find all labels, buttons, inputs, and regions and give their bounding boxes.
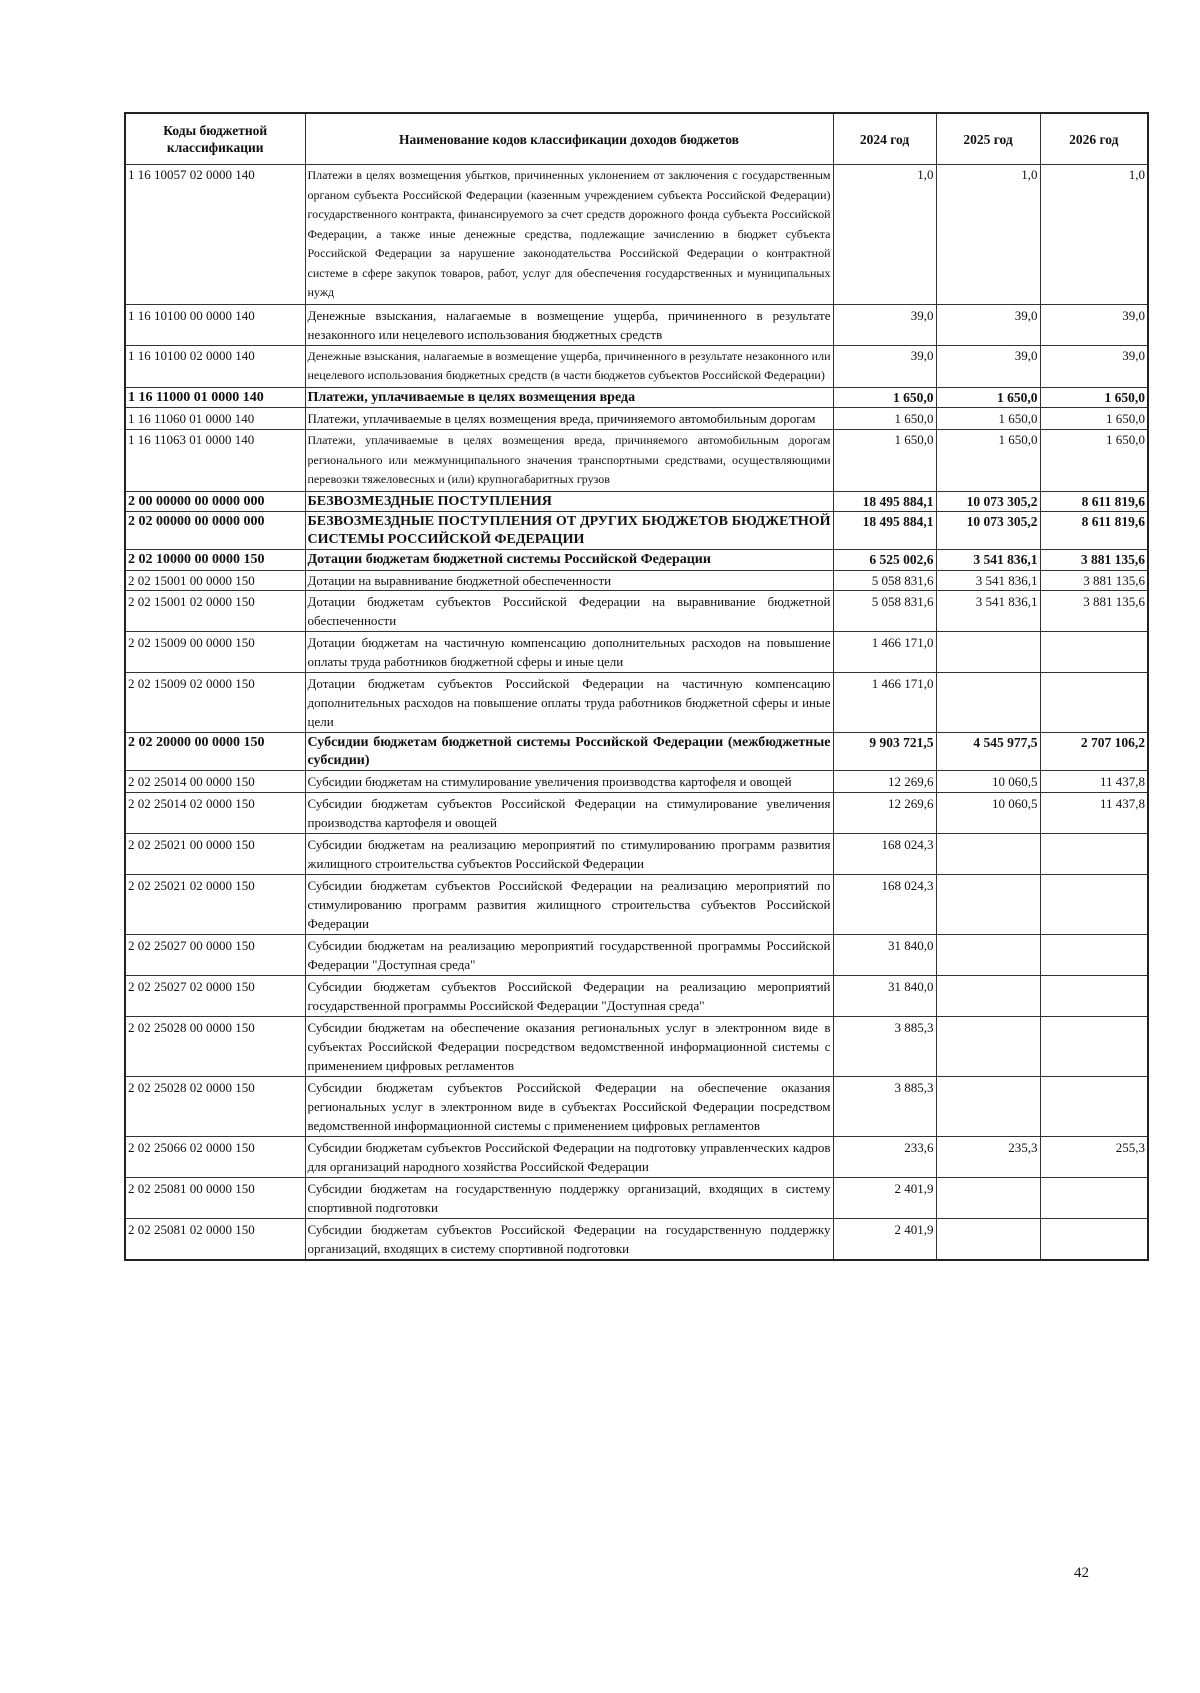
row-value-2026: 39,0 <box>1040 304 1148 345</box>
row-code: 2 02 25028 02 0000 150 <box>125 1077 305 1137</box>
row-value-2025: 10 073 305,2 <box>936 491 1040 512</box>
table-row <box>125 673 1148 733</box>
row-value-2024: 1 466 171,0 <box>833 632 936 673</box>
row-value-2024: 39,0 <box>833 304 936 345</box>
row-value-2026 <box>1040 1178 1148 1219</box>
row-value-2026: 3 881 135,6 <box>1040 550 1148 571</box>
row-name: Субсидии бюджетам на обеспечение оказания региональных услуг в электронном виде в субъектах Российской Федерации посредством ведомственной информационной системы с применением цифровых регламентов <box>305 1017 833 1077</box>
row-value-2024: 3 885,3 <box>833 1017 936 1077</box>
row-name: Дотации бюджетам на частичную компенсацию дополнительных расходов на повышение оплаты труда работников бюджетной сферы и иные цели <box>305 632 833 673</box>
row-value-2026 <box>1040 1077 1148 1137</box>
row-value-2024: 18 495 884,1 <box>833 512 936 550</box>
row-name: Дотации бюджетам бюджетной системы Российской Федерации <box>305 550 833 571</box>
row-code: 2 02 25021 00 0000 150 <box>125 834 305 875</box>
row-value-2024: 1 650,0 <box>833 408 936 430</box>
row-code: 2 02 00000 00 0000 000 <box>125 512 305 550</box>
row-value-2024: 39,0 <box>833 345 936 387</box>
row-value-2024: 2 401,9 <box>833 1178 936 1219</box>
page-number: 42 <box>1074 1565 1089 1581</box>
row-value-2024: 168 024,3 <box>833 875 936 935</box>
row-value-2025 <box>936 935 1040 976</box>
row-value-2026: 2 707 106,2 <box>1040 733 1148 771</box>
row-code: 2 02 25021 02 0000 150 <box>125 875 305 935</box>
row-value-2025 <box>936 976 1040 1017</box>
table-row <box>125 1077 1148 1137</box>
row-code: 1 16 10057 02 0000 140 <box>125 165 305 305</box>
row-name: Платежи, уплачиваемые в целях возмещения вреда, причиняемого автомобильным дорогам регионального или межмуниципального значения транспортными средствами, осуществляющими перевозки тяжеловесных и (или) крупногабаритных грузов <box>305 430 833 492</box>
table-row <box>125 430 1148 492</box>
row-value-2026: 3 881 135,6 <box>1040 591 1148 632</box>
header-code: Коды бюджетной классификации <box>125 113 305 165</box>
row-value-2025: 10 060,5 <box>936 771 1040 793</box>
row-code: 2 02 25027 00 0000 150 <box>125 935 305 976</box>
row-value-2025 <box>936 1219 1040 1261</box>
row-value-2026: 1 650,0 <box>1040 408 1148 430</box>
table-row <box>125 1017 1148 1077</box>
table-row <box>125 387 1148 408</box>
row-code: 1 16 11063 01 0000 140 <box>125 430 305 492</box>
row-name: Платежи в целях возмещения убытков, причиненных уклонением от заключения с государственным органом субъекта Российской Федерации (казенным учреждением субъекта Российской Федерации) государственного контракта, финансируемого за счет средств дорожного фонда субъекта Российской Федерации, а также иные денежные средства, подлежащие зачислению в бюджет субъекта Российской Федерации за нарушение законодательства Российской Федерации о контрактной системе в сфере закупок товаров, работ, услуг для обеспечения государственных и муниципальных нужд <box>305 165 833 305</box>
row-value-2026: 11 437,8 <box>1040 771 1148 793</box>
table-row <box>125 771 1148 793</box>
row-value-2025 <box>936 1178 1040 1219</box>
row-value-2026 <box>1040 1219 1148 1261</box>
row-name: Субсидии бюджетам бюджетной системы Российской Федерации (межбюджетные субсидии) <box>305 733 833 771</box>
table-row <box>125 345 1148 387</box>
table-row <box>125 550 1148 571</box>
row-code: 2 02 25081 00 0000 150 <box>125 1178 305 1219</box>
row-value-2026 <box>1040 1017 1148 1077</box>
row-name: Денежные взыскания, налагаемые в возмещение ущерба, причиненного в результате незаконного или нецелевого использования бюджетных средств <box>305 304 833 345</box>
row-name: Субсидии бюджетам на стимулирование увеличения производства картофеля и овощей <box>305 771 833 793</box>
row-code: 2 02 25014 00 0000 150 <box>125 771 305 793</box>
table-row <box>125 408 1148 430</box>
row-value-2024: 31 840,0 <box>833 935 936 976</box>
table-row <box>125 875 1148 935</box>
row-code: 2 02 15009 00 0000 150 <box>125 632 305 673</box>
row-code: 2 02 10000 00 0000 150 <box>125 550 305 571</box>
row-value-2024: 3 885,3 <box>833 1077 936 1137</box>
row-value-2025 <box>936 1017 1040 1077</box>
row-value-2025: 39,0 <box>936 304 1040 345</box>
row-value-2026: 8 611 819,6 <box>1040 512 1148 550</box>
table-row <box>125 1219 1148 1261</box>
row-name: Субсидии бюджетам субъектов Российской Федерации на подготовку управленческих кадров для организаций народного хозяйства Российской Федерации <box>305 1137 833 1178</box>
table-row <box>125 512 1148 550</box>
row-code: 2 02 25027 02 0000 150 <box>125 976 305 1017</box>
row-code: 1 16 11060 01 0000 140 <box>125 408 305 430</box>
row-code: 2 00 00000 00 0000 000 <box>125 491 305 512</box>
row-value-2024: 2 401,9 <box>833 1219 936 1261</box>
row-value-2025: 1 650,0 <box>936 408 1040 430</box>
row-name: Дотации бюджетам субъектов Российской Федерации на выравнивание бюджетной обеспеченности <box>305 591 833 632</box>
row-value-2026: 1 650,0 <box>1040 387 1148 408</box>
row-value-2024: 18 495 884,1 <box>833 491 936 512</box>
row-value-2026: 3 881 135,6 <box>1040 570 1148 591</box>
table-row <box>125 304 1148 345</box>
row-name: Субсидии бюджетам субъектов Российской Федерации на государственную поддержку организаций, входящих в систему спортивной подготовки <box>305 1219 833 1261</box>
row-value-2026 <box>1040 673 1148 733</box>
table-row <box>125 570 1148 591</box>
row-code: 2 02 25081 02 0000 150 <box>125 1219 305 1261</box>
row-value-2026 <box>1040 875 1148 935</box>
row-value-2024: 6 525 002,6 <box>833 550 936 571</box>
row-value-2025 <box>936 834 1040 875</box>
row-value-2024: 31 840,0 <box>833 976 936 1017</box>
row-code: 2 02 15009 02 0000 150 <box>125 673 305 733</box>
row-name: Субсидии бюджетам субъектов Российской Федерации на реализацию мероприятий по стимулированию программ развития жилищного строительства субъектов Российской Федерации <box>305 875 833 935</box>
row-value-2025: 3 541 836,1 <box>936 570 1040 591</box>
row-code: 2 02 25028 00 0000 150 <box>125 1017 305 1077</box>
row-value-2025 <box>936 632 1040 673</box>
row-value-2026 <box>1040 834 1148 875</box>
row-value-2025: 4 545 977,5 <box>936 733 1040 771</box>
row-value-2025: 3 541 836,1 <box>936 591 1040 632</box>
row-name: Денежные взыскания, налагаемые в возмещение ущерба, причиненного в результате незаконного или нецелевого использования бюджетных средств (в части бюджетов субъектов Российской Федерации) <box>305 345 833 387</box>
row-value-2026: 255,3 <box>1040 1137 1148 1178</box>
row-value-2024: 12 269,6 <box>833 771 936 793</box>
row-value-2024: 9 903 721,5 <box>833 733 936 771</box>
row-value-2025: 1 650,0 <box>936 430 1040 492</box>
table-row <box>125 491 1148 512</box>
row-name: БЕЗВОЗМЕЗДНЫЕ ПОСТУПЛЕНИЯ <box>305 491 833 512</box>
table-row <box>125 632 1148 673</box>
row-code: 2 02 15001 02 0000 150 <box>125 591 305 632</box>
row-value-2026: 1 650,0 <box>1040 430 1148 492</box>
row-name: Платежи, уплачиваемые в целях возмещения вреда, причиняемого автомобильным дорогам <box>305 408 833 430</box>
row-value-2024: 1 650,0 <box>833 387 936 408</box>
row-name: Дотации бюджетам субъектов Российской Федерации на частичную компенсацию дополнительных расходов на повышение оплаты труда работников бюджетной сферы и иные цели <box>305 673 833 733</box>
header-name: Наименование кодов классификации доходов бюджетов <box>305 113 833 165</box>
row-name: Субсидии бюджетам субъектов Российской Федерации на стимулирование увеличения производства картофеля и овощей <box>305 793 833 834</box>
row-value-2024: 1 650,0 <box>833 430 936 492</box>
row-value-2025 <box>936 673 1040 733</box>
row-name: Субсидии бюджетам субъектов Российской Федерации на обеспечение оказания региональных услуг в электронном виде в субъектах Российской Федерации посредством ведомственной информационной системы с применением цифровых регламентов <box>305 1077 833 1137</box>
row-name: БЕЗВОЗМЕЗДНЫЕ ПОСТУПЛЕНИЯ ОТ ДРУГИХ БЮДЖЕТОВ БЮДЖЕТНОЙ СИСТЕМЫ РОССИЙСКОЙ ФЕДЕРАЦИИ <box>305 512 833 550</box>
row-value-2024: 168 024,3 <box>833 834 936 875</box>
row-value-2025: 10 060,5 <box>936 793 1040 834</box>
row-name: Субсидии бюджетам на государственную поддержку организаций, входящих в систему спортивной подготовки <box>305 1178 833 1219</box>
table-row <box>125 834 1148 875</box>
row-value-2024: 1,0 <box>833 165 936 305</box>
row-value-2024: 233,6 <box>833 1137 936 1178</box>
row-code: 2 02 25066 02 0000 150 <box>125 1137 305 1178</box>
row-value-2026 <box>1040 632 1148 673</box>
row-value-2026: 39,0 <box>1040 345 1148 387</box>
row-name: Субсидии бюджетам на реализацию мероприятий государственной программы Российской Федерации "Доступная среда" <box>305 935 833 976</box>
table-row <box>125 733 1148 771</box>
row-code: 1 16 10100 02 0000 140 <box>125 345 305 387</box>
row-name: Субсидии бюджетам субъектов Российской Федерации на реализацию мероприятий государственной программы Российской Федерации "Доступная среда" <box>305 976 833 1017</box>
row-value-2025: 1,0 <box>936 165 1040 305</box>
row-value-2026 <box>1040 935 1148 976</box>
row-value-2025: 1 650,0 <box>936 387 1040 408</box>
row-value-2025 <box>936 875 1040 935</box>
row-value-2026: 1,0 <box>1040 165 1148 305</box>
row-value-2025 <box>936 1077 1040 1137</box>
row-code: 2 02 25014 02 0000 150 <box>125 793 305 834</box>
row-value-2025: 10 073 305,2 <box>936 512 1040 550</box>
row-value-2026 <box>1040 976 1148 1017</box>
row-name: Дотации на выравнивание бюджетной обеспеченности <box>305 570 833 591</box>
table-row <box>125 165 1148 305</box>
header-2026: 2026 год <box>1040 113 1148 165</box>
row-value-2025: 3 541 836,1 <box>936 550 1040 571</box>
row-name: Платежи, уплачиваемые в целях возмещения вреда <box>305 387 833 408</box>
row-code: 1 16 10100 00 0000 140 <box>125 304 305 345</box>
row-value-2024: 5 058 831,6 <box>833 570 936 591</box>
row-code: 1 16 11000 01 0000 140 <box>125 387 305 408</box>
row-value-2024: 5 058 831,6 <box>833 591 936 632</box>
header-2025: 2025 год <box>936 113 1040 165</box>
table-row <box>125 793 1148 834</box>
row-value-2025: 235,3 <box>936 1137 1040 1178</box>
table-row <box>125 591 1148 632</box>
table-row <box>125 976 1148 1017</box>
row-name: Субсидии бюджетам на реализацию мероприятий по стимулированию программ развития жилищного строительства субъектов Российской Федерации <box>305 834 833 875</box>
row-code: 2 02 20000 00 0000 150 <box>125 733 305 771</box>
table-row <box>125 935 1148 976</box>
table-header-row <box>125 113 1148 165</box>
row-code: 2 02 15001 00 0000 150 <box>125 570 305 591</box>
row-value-2024: 1 466 171,0 <box>833 673 936 733</box>
header-2024: 2024 год <box>833 113 936 165</box>
row-value-2025: 39,0 <box>936 345 1040 387</box>
table-row <box>125 1178 1148 1219</box>
budget-table <box>124 112 1149 1261</box>
table-row <box>125 1137 1148 1178</box>
row-value-2026: 8 611 819,6 <box>1040 491 1148 512</box>
row-value-2024: 12 269,6 <box>833 793 936 834</box>
row-value-2026: 11 437,8 <box>1040 793 1148 834</box>
